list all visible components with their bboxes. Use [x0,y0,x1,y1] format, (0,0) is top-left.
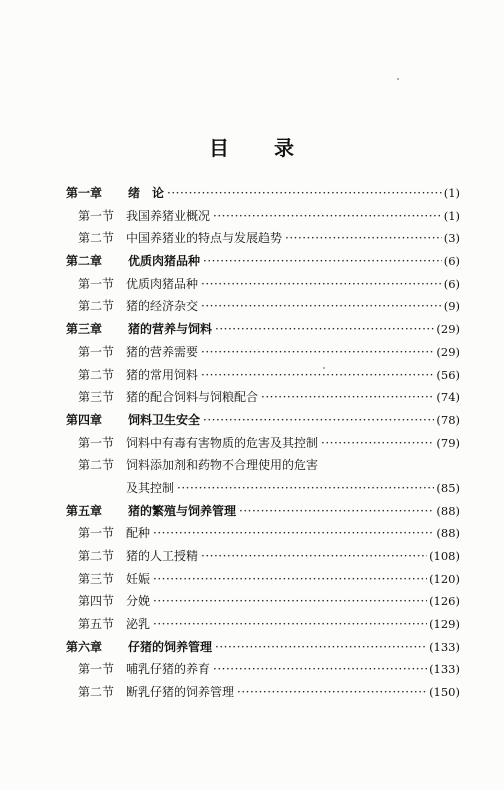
toc-title: 猪的营养需要 [126,344,199,359]
toc-page-number: (120) [429,571,460,586]
toc-title: 我国养猪业概况 [126,208,211,223]
toc-section-row[interactable] [66,386,460,409]
dot-leader [201,273,442,296]
toc-number: 第一章 [66,186,103,200]
toc-number: 第一节 [78,276,115,291]
toc-section-row[interactable] [66,364,460,387]
toc-title: 绪 论 [128,186,165,200]
toc-page-number: (78) [436,412,460,427]
toc-title: 猪的人工授精 [126,549,199,563]
dot-leader [321,432,434,455]
dot-leader [201,545,427,568]
toc-section-row[interactable] [66,681,460,704]
toc-page-number: (126) [429,594,460,609]
toc-section-row[interactable] [66,432,460,455]
toc-section-row[interactable] [66,590,460,613]
toc-page-number: (108) [429,549,460,563]
toc-chapter-row[interactable] [66,636,460,659]
toc-title: 哺乳仔猪的养育 [126,662,211,677]
toc-page-number: (133) [429,639,460,654]
toc-page-number: (29) [436,344,460,359]
toc-title: 猪的配合饲料与饲粮配合 [126,390,259,405]
toc-section-row[interactable] [66,273,460,296]
toc-section-row[interactable] [66,658,460,681]
toc-title: 饲料卫生安全 [128,412,201,427]
toc-title: 妊娠 [126,571,151,586]
toc-section-row[interactable] [66,522,460,545]
toc-chapter-row[interactable] [66,500,460,523]
toc-number: 第二节 [78,367,115,382]
toc-title: 配种 [126,526,151,541]
toc-number: 第一节 [78,344,115,359]
toc-number: 第四节 [78,594,115,609]
toc-number: 第一节 [78,208,115,223]
toc-number: 第一节 [78,435,115,450]
toc-number: 第五章 [66,503,103,518]
toc-page-number: (6) [443,276,460,291]
toc-page-number: (129) [429,617,460,632]
toc-title: 饲料中有毒有害物质的危害及其控制 [126,435,319,450]
dot-leader [153,568,427,591]
toc-section-row[interactable] [66,477,460,500]
toc-page-number: (133) [429,662,460,677]
toc-title: 优质肉猪品种 [128,254,201,269]
toc-number: 第四章 [66,412,103,427]
toc-page-number: (1) [443,208,460,223]
toc-section-row[interactable] [66,613,460,636]
toc-page-number: (56) [436,367,460,382]
toc-number: 第五节 [78,617,115,632]
toc-section-row[interactable] [66,341,460,364]
toc-number: 第二节 [78,685,115,700]
toc-number: 第二章 [66,254,103,269]
toc-title: 中国养猪业的特点与发展趋势 [126,231,283,246]
toc-number: 第六章 [66,639,103,654]
toc-number: 第二节 [78,549,115,563]
toc-title: 仔猪的饲养管理 [128,639,213,654]
dot-leader [203,250,442,273]
toc-section-row[interactable] [66,568,460,591]
toc-page-number: (29) [436,322,460,337]
toc-title: 及其控制 [126,480,175,495]
toc-number: 第二节 [78,231,115,246]
dot-leader [201,364,434,387]
dot-leader [153,590,427,613]
toc-page-number: (1) [443,186,460,200]
toc-title: 分娩 [126,594,151,609]
toc-number: 第一节 [78,662,115,677]
toc-title: 优质肉猪品种 [126,276,199,291]
toc-title: 饲料添加剂和药物不合理使用的危害 [126,458,319,473]
toc-page-number: (88) [436,526,460,541]
toc-section-row[interactable] [66,454,460,477]
toc-section-row[interactable] [66,545,460,568]
dot-leader [215,636,427,659]
dot-leader [153,522,434,545]
toc-number: 第三章 [66,322,103,337]
dot-leader [237,681,427,704]
scan-speck [323,367,325,369]
table-of-contents [66,182,460,704]
dot-leader [201,295,442,318]
toc-title: 泌乳 [126,617,151,632]
dot-leader [213,658,427,681]
toc-page-number: (88) [436,503,460,518]
toc-chapter-row[interactable] [66,182,460,205]
toc-section-row[interactable] [66,227,460,250]
toc-page-number: (6) [443,254,460,269]
scan-speck [397,78,399,80]
toc-number: 第三节 [78,390,115,405]
toc-page-number: (85) [436,480,460,495]
toc-page-number: (3) [443,231,460,246]
toc-chapter-row[interactable] [66,409,460,432]
toc-section-row[interactable] [66,205,460,228]
toc-section-row[interactable] [66,295,460,318]
toc-chapter-row[interactable] [66,250,460,273]
dot-leader [153,613,427,636]
toc-title: 猪的繁殖与饲养管理 [128,503,237,518]
toc-title: 断乳仔猪的饲养管理 [126,685,235,700]
dot-leader [213,205,442,228]
title-char-2: 录 [274,136,295,160]
title-char-1: 目 [209,136,230,160]
toc-page-number: (79) [436,435,460,450]
toc-chapter-row[interactable] [66,318,460,341]
dot-leader [215,318,434,341]
dot-leader [167,182,442,205]
dot-leader [261,386,434,409]
toc-title: 猪的经济杂交 [126,299,199,314]
toc-page-number: (74) [436,390,460,405]
toc-page-number: (150) [429,685,460,700]
page-title [0,132,504,161]
toc-page-number: (9) [443,299,460,314]
toc-number: 第二节 [78,299,115,314]
dot-leader [285,227,442,250]
toc-title: 猪的营养与饲料 [128,322,213,337]
dot-leader [203,409,434,432]
dot-leader [177,477,434,500]
toc-number: 第一节 [78,526,115,541]
dot-leader [201,341,434,364]
dot-leader [239,500,434,523]
toc-number: 第二节 [78,458,115,473]
toc-number: 第三节 [78,571,115,586]
toc-title: 猪的常用饲料 [126,367,199,382]
